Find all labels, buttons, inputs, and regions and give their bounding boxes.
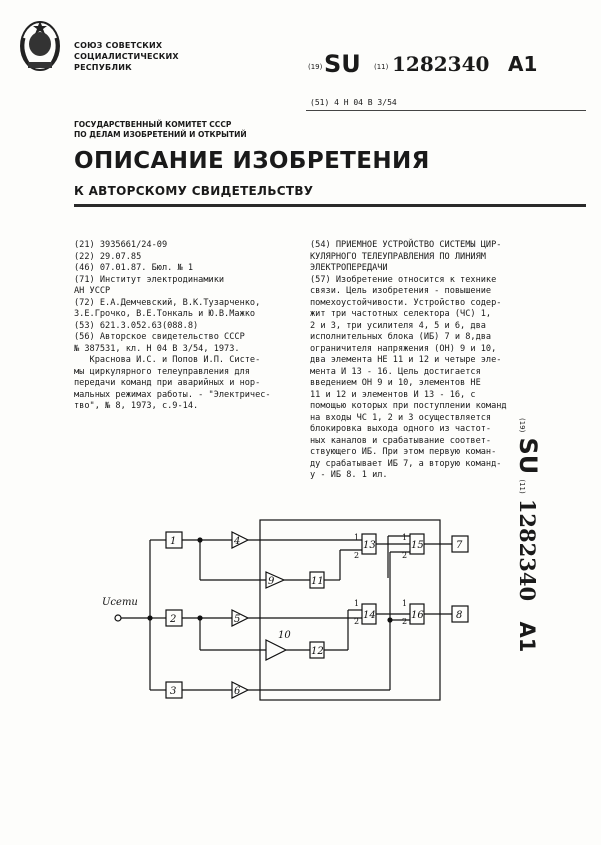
abstract-line: (57) Изобретение относится к технике xyxy=(310,274,497,285)
abstract-line: связи. Цель изобретения - повышение xyxy=(310,286,492,296)
svg-text:3: 3 xyxy=(170,686,177,697)
input-label: Uсети xyxy=(102,597,138,608)
vertical-patent-number: (19) SU (11) 1282340 A1 xyxy=(514,418,542,653)
svg-text:1: 1 xyxy=(402,599,408,608)
biblio-line: Краснова И.С. и Попов И.П. Систе- xyxy=(74,355,261,365)
abstract-line: ствующего ИБ. При этом первую коман- xyxy=(310,447,497,457)
document-subtitle: К АВТОРСКОМУ СВИДЕТЕЛЬСТВУ xyxy=(74,184,314,198)
abstract-line: мента И 13 - 16. Цель достигается xyxy=(310,366,481,377)
abstract-line: ду срабатывает ИБ 7, а вторую команд- xyxy=(310,458,502,469)
svg-text:12: 12 xyxy=(311,646,324,657)
biblio-line: мы циркулярного телеуправления для xyxy=(74,366,250,377)
svg-text:14: 14 xyxy=(363,610,376,621)
biblio-line: АН УССР xyxy=(74,286,111,296)
svg-text:1: 1 xyxy=(354,599,360,608)
publication-number xyxy=(308,50,588,80)
patent-number: 1282340 xyxy=(392,52,490,76)
svg-text:6: 6 xyxy=(234,686,241,697)
circuit-diagram xyxy=(100,500,510,720)
biblio-line: (72) Е.А.Демчевский, В.К.Тузарченко, xyxy=(74,297,261,308)
title-rule xyxy=(74,204,586,207)
ipc-class: (51) 4 Н 04 В 3/54 xyxy=(310,98,397,107)
biblio-line: (53) 621.3.052.63(088.8) xyxy=(74,320,199,331)
country-code-label: (19) xyxy=(308,63,323,71)
svg-text:13: 13 xyxy=(363,540,376,551)
svg-text:15: 15 xyxy=(411,540,424,551)
svg-text:16: 16 xyxy=(411,610,424,621)
abstract-line: 2 и 3, три усилителя 4, 5 и 6, два xyxy=(310,320,486,331)
biblio-line: (46) 07.01.87. Бюл. № 1 xyxy=(74,263,193,273)
svg-text:9: 9 xyxy=(268,576,275,587)
document-title: ОПИСАНИЕ ИЗОБРЕТЕНИЯ xyxy=(74,148,430,174)
biblio-line: мальных режимах работы. - "Электричес- xyxy=(74,389,271,400)
bibliographic-data xyxy=(74,240,314,413)
svg-text:8: 8 xyxy=(456,610,463,621)
svg-text:2: 2 xyxy=(354,551,360,560)
svg-text:1: 1 xyxy=(402,533,408,542)
abstract-line: на входы ЧС 1, 2 и 3 осуществляется xyxy=(310,412,492,423)
svg-text:2: 2 xyxy=(354,617,360,626)
svg-text:10: 10 xyxy=(278,630,291,641)
svg-text:5: 5 xyxy=(234,614,241,625)
abstract-line: введением ОН 9 и 10, элементов НЕ xyxy=(310,378,481,388)
svg-text:4: 4 xyxy=(234,536,241,547)
svg-text:1: 1 xyxy=(354,533,360,542)
abstract-line: (54) ПРИЕМНОЕ УСТРОЙСТВО СИСТЕМЫ ЦИР- xyxy=(310,240,502,250)
abstract-line: два элемента НЕ 11 и 12 и четыре эле- xyxy=(310,355,502,365)
number-code-label: (11) xyxy=(374,63,389,71)
biblio-line: З.Е.Грочко, В.Е.Тонкаль и Ю.В.Мажко xyxy=(74,309,256,319)
abstract-line: исполнительных блока (ИБ) 7 и 8,два xyxy=(310,332,492,342)
biblio-line: (21) 3935661/24-09 xyxy=(74,240,168,250)
svg-text:2: 2 xyxy=(402,551,408,560)
svg-text:1: 1 xyxy=(170,536,177,547)
biblio-line: тво", № 8, 1973, с.9-14. xyxy=(74,401,199,411)
abstract-line: жит три частотных селектора (ЧС) 1, xyxy=(310,309,492,319)
country-code: SU xyxy=(324,50,361,78)
divider xyxy=(306,110,586,111)
kind-code: A1 xyxy=(508,52,538,76)
abstract-line: помехоустойчивости. Устройство содер- xyxy=(310,297,502,308)
abstract-line: у - ИБ 8. 1 ил. xyxy=(310,470,388,480)
svg-text:11: 11 xyxy=(311,576,324,587)
committee-name: ГОСУДАРСТВЕННЫЙ КОМИТЕТ СССР ПО ДЕЛАМ ИЗОБРЕТЕНИЙ И ОТКРЫТИЙ xyxy=(74,120,247,139)
abstract-line: КУЛЯРНОГО ТЕЛЕУПРАВЛЕНИЯ ПО ЛИНИЯМ xyxy=(310,251,486,262)
biblio-line: № 387531, кл. Н 04 В 3/54, 1973. xyxy=(74,343,240,354)
biblio-line: (22) 29.07.85 xyxy=(74,251,142,262)
ussr-emblem-icon xyxy=(18,18,62,74)
biblio-line: (71) Институт электродинамики xyxy=(74,274,225,285)
abstract-line: ограничителя напряжения (ОН) 9 и 10, xyxy=(310,343,497,354)
svg-text:7: 7 xyxy=(456,540,463,551)
abstract-line: помощью которых при поступлении команд xyxy=(310,401,507,411)
svg-text:2: 2 xyxy=(170,614,177,625)
abstract-line: ных каналов и срабатывание соответ- xyxy=(310,435,492,446)
biblio-line: передачи команд при аварийных и нор- xyxy=(74,378,261,388)
abstract-line: ЭЛЕКТРОПЕРЕДАЧИ xyxy=(310,263,388,273)
union-name: СОЮЗ СОВЕТСКИХ СОЦИАЛИСТИЧЕСКИХ РЕСПУБЛИК xyxy=(74,41,179,72)
abstract-line: 11 и 12 и элементов И 13 - 16, с xyxy=(310,389,476,400)
biblio-line: (56) Авторское свидетельство СССР xyxy=(74,332,245,342)
abstract-line: блокировка выхода одного из частот- xyxy=(310,424,492,434)
svg-text:2: 2 xyxy=(402,617,408,626)
limiter-10 xyxy=(266,640,286,660)
